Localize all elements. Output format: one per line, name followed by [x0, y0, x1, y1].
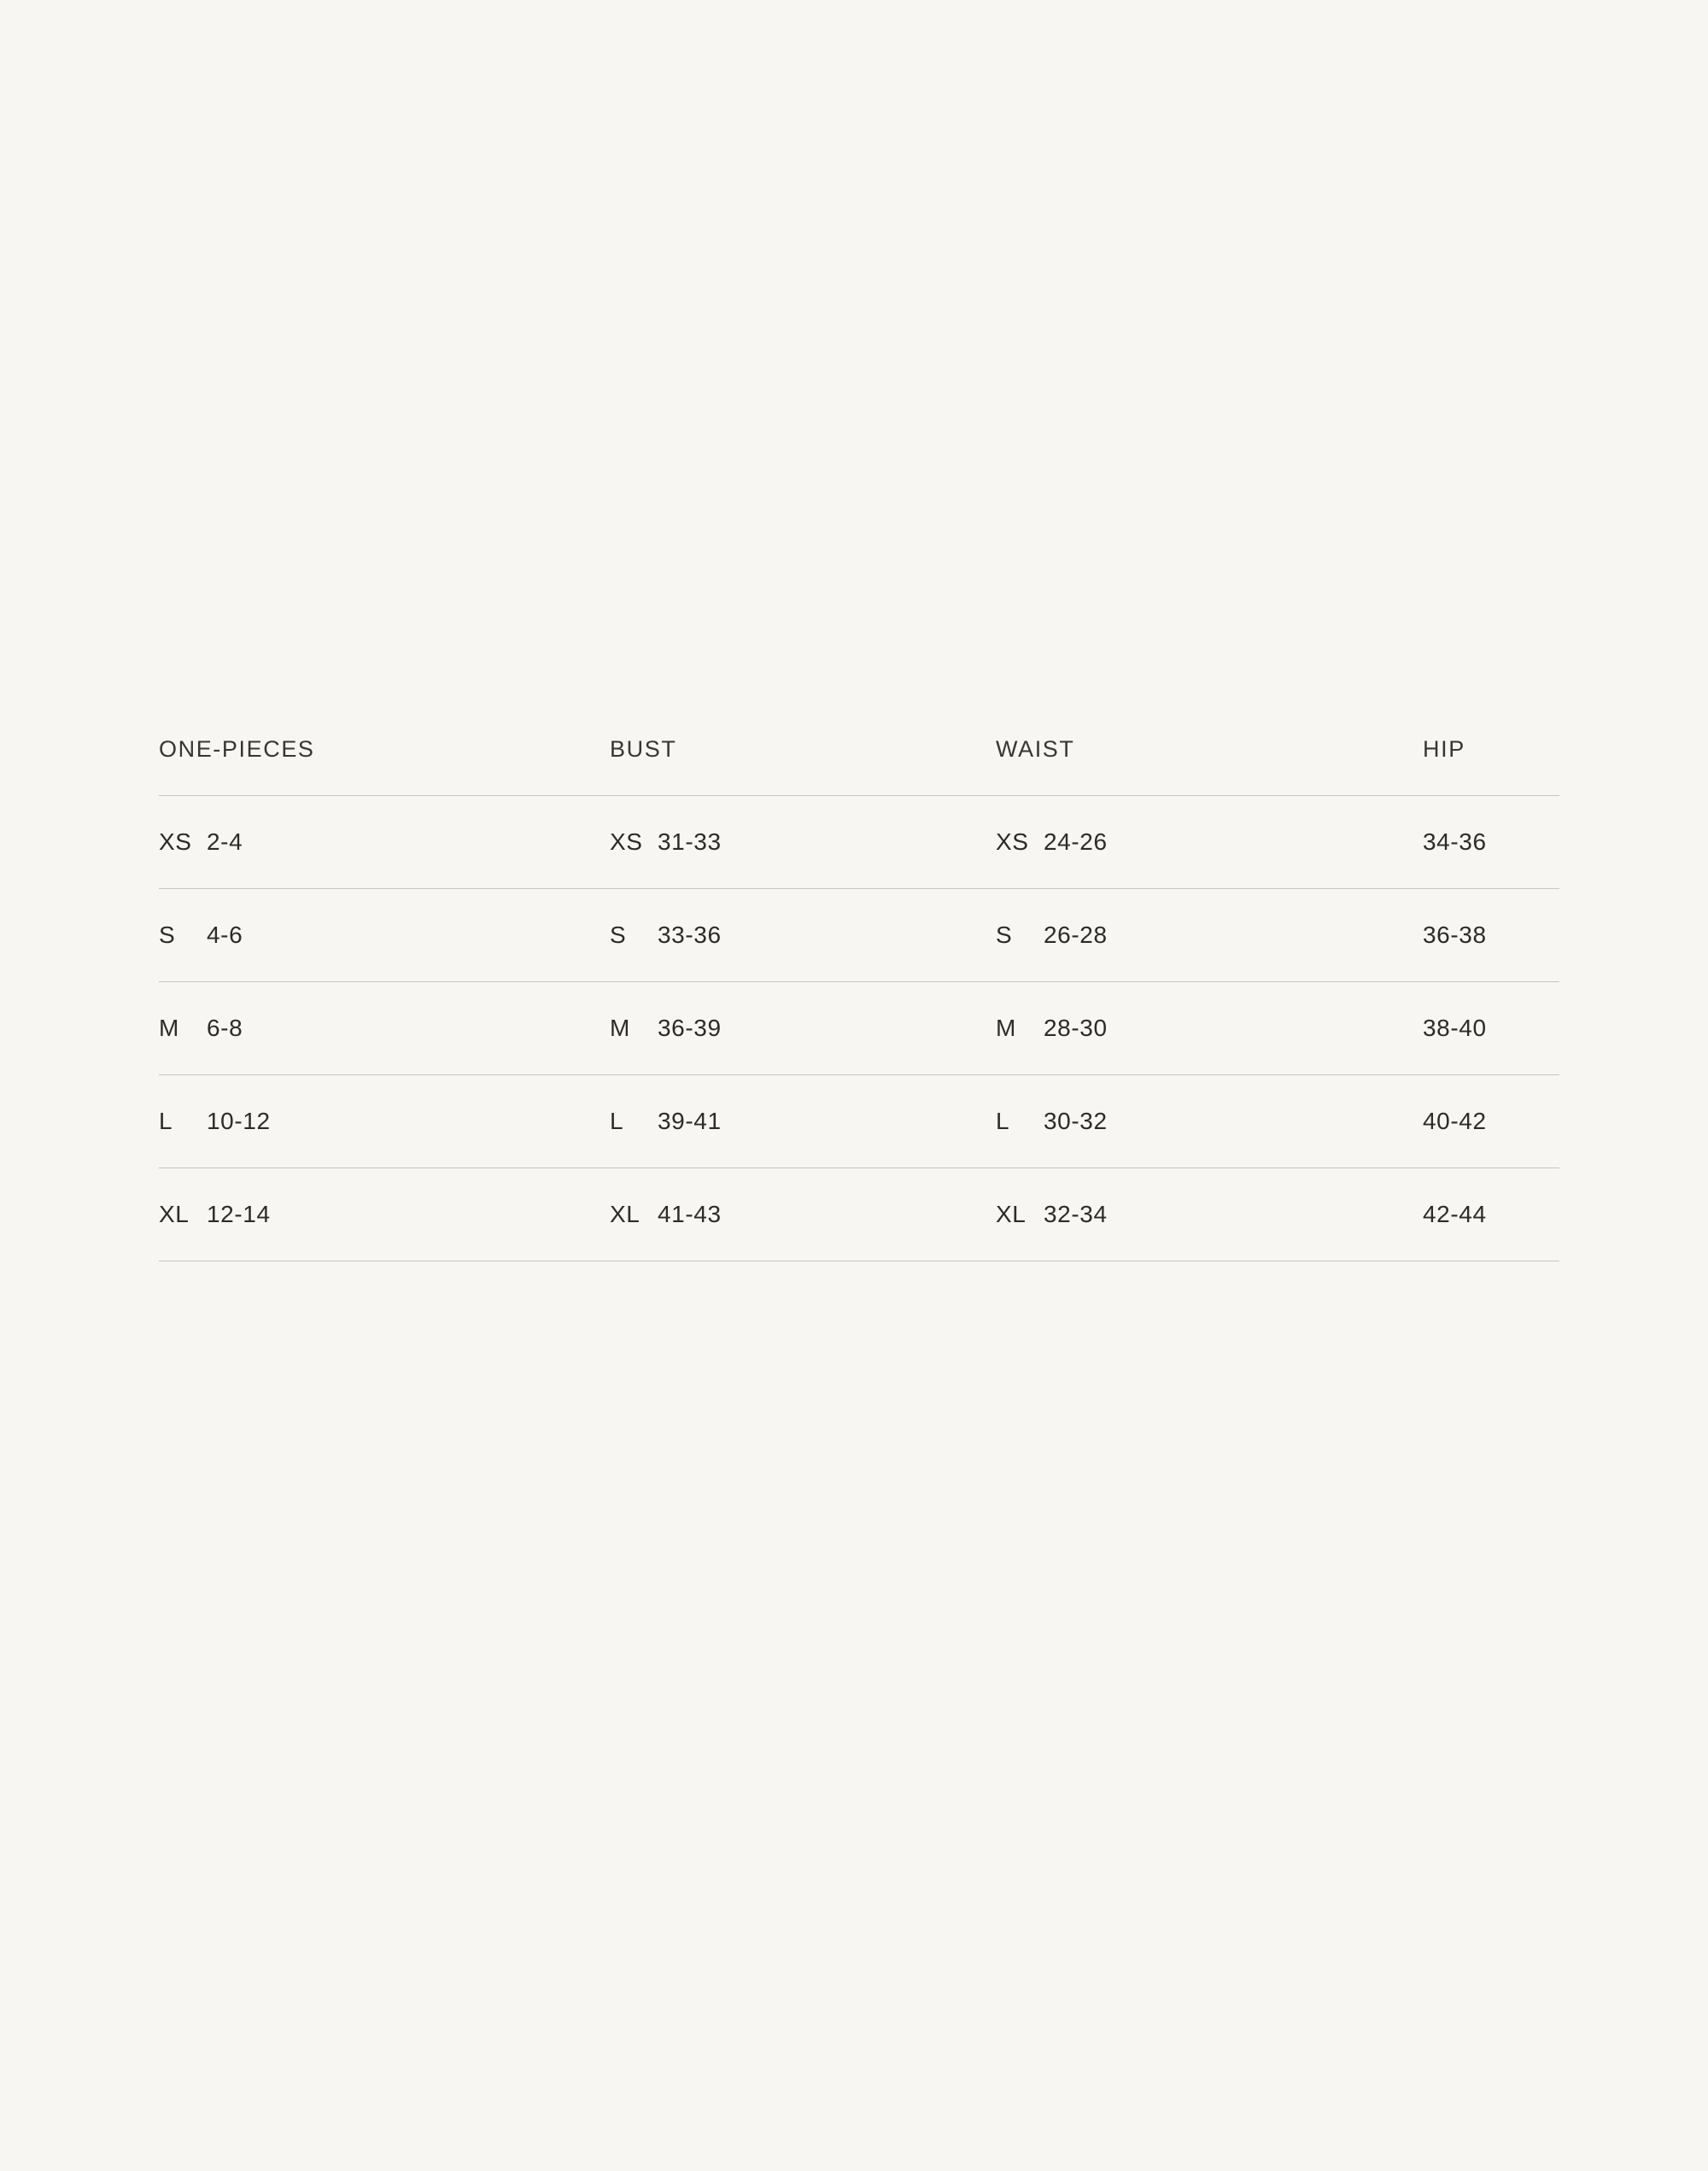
cell-hip-l: 40-42	[1423, 1075, 1559, 1168]
bust-value: 36-39	[658, 1015, 722, 1041]
cell-waist-s	[996, 889, 1423, 982]
size-label: L	[610, 1108, 624, 1134]
size-value: 2-4	[207, 828, 243, 855]
cell-one-piece-l	[159, 1075, 610, 1168]
cell-hip-m: 38-40	[1423, 982, 1559, 1075]
cell-waist-m	[996, 982, 1423, 1075]
waist-value: 30-32	[1044, 1108, 1108, 1134]
cell-waist-xs	[996, 796, 1423, 889]
cell-one-piece-xs	[159, 796, 610, 889]
cell-hip-xl: 42-44	[1423, 1168, 1559, 1261]
cell-hip-xs: 34-36	[1423, 796, 1559, 889]
bust-value: 39-41	[658, 1108, 722, 1134]
size-label: XL	[996, 1201, 1027, 1227]
bust-value: 41-43	[658, 1201, 722, 1227]
cell-waist-l	[996, 1075, 1423, 1168]
column-header-waist: WAIST	[996, 736, 1075, 762]
size-value: 4-6	[207, 922, 243, 948]
size-label: L	[159, 1108, 173, 1134]
table-row	[159, 1075, 1559, 1168]
column-header-bust: BUST	[610, 736, 677, 762]
cell-bust-xl	[610, 1168, 996, 1261]
size-label: XL	[610, 1201, 640, 1227]
size-label: S	[610, 922, 627, 948]
cell-one-piece-s	[159, 889, 610, 982]
waist-value: 26-28	[1044, 922, 1108, 948]
cell-one-piece-m	[159, 982, 610, 1075]
bust-value: 33-36	[658, 922, 722, 948]
size-value: 6-8	[207, 1015, 243, 1041]
size-chart-table-wrapper	[159, 736, 1559, 1261]
size-label: S	[159, 922, 176, 948]
cell-waist-xl	[996, 1168, 1423, 1261]
size-label: XS	[996, 828, 1029, 855]
size-chart-table	[159, 736, 1559, 1261]
size-value: 10-12	[207, 1108, 271, 1134]
cell-bust-xs	[610, 796, 996, 889]
column-header-one-pieces: ONE-PIECES	[159, 736, 315, 762]
size-value: 12-14	[207, 1201, 271, 1227]
size-label: L	[996, 1108, 1010, 1134]
size-label: M	[610, 1015, 630, 1041]
table-row	[159, 982, 1559, 1075]
cell-bust-l	[610, 1075, 996, 1168]
size-label: XS	[159, 828, 192, 855]
waist-value: 32-34	[1044, 1201, 1108, 1227]
table-row	[159, 796, 1559, 889]
header-row	[159, 736, 1559, 796]
size-label: S	[996, 922, 1013, 948]
table-row	[159, 889, 1559, 982]
table-body	[159, 796, 1559, 1261]
cell-bust-m	[610, 982, 996, 1075]
size-label: M	[159, 1015, 179, 1041]
size-label: M	[996, 1015, 1016, 1041]
table-row	[159, 1168, 1559, 1261]
cell-one-piece-xl	[159, 1168, 610, 1261]
size-label: XS	[610, 828, 643, 855]
column-header-hip: HIP	[1423, 736, 1465, 762]
waist-value: 28-30	[1044, 1015, 1108, 1041]
cell-bust-s	[610, 889, 996, 982]
table-header	[159, 736, 1559, 796]
waist-value: 24-26	[1044, 828, 1108, 855]
size-label: XL	[159, 1201, 190, 1227]
cell-hip-s: 36-38	[1423, 889, 1559, 982]
bust-value: 31-33	[658, 828, 722, 855]
